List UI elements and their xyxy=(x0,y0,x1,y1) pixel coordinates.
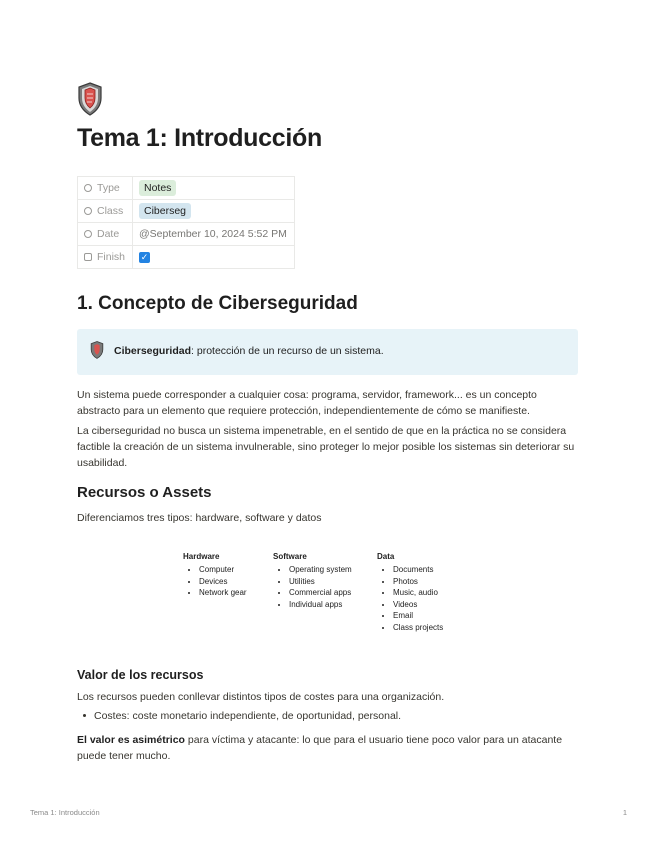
subsection-heading: Valor de los recursos xyxy=(77,668,204,682)
list-item: • Computer xyxy=(199,564,247,576)
shield-icon xyxy=(77,82,103,116)
finish-checkbox[interactable]: ✓ xyxy=(140,252,149,262)
bullet-text: Costes: coste monetario independiente, de oportunidad, personal. xyxy=(94,710,402,722)
class-tag[interactable]: Ciberseg xyxy=(139,203,191,219)
paragraph: Diferenciamos tres tipos: hardware, software y datos xyxy=(77,512,322,524)
property-key: Finish xyxy=(97,251,126,263)
page-title: Tema 1: Introducción xyxy=(77,124,322,152)
list-item: • Network gear xyxy=(199,587,247,599)
paragraph: La ciberseguridad no busca un sistema impenetrable, en el sentido de que en la práctica no se considera factible la creación de un sistema invulnerable, sino proteger lo mejor posible los sistemas sin deteriorar su usabilidad. xyxy=(77,425,575,469)
property-row-date xyxy=(78,223,295,246)
select-icon xyxy=(84,207,92,215)
type-tag[interactable]: Notes xyxy=(139,180,176,196)
section-heading: 1. Concepto de Ciberseguridad xyxy=(77,293,358,314)
bullet-icon xyxy=(83,714,86,717)
page-number: 1 xyxy=(622,808,627,817)
paragraph-text: para víctima y atacante: lo que para el usuario tiene poco valor para un atacante puede tener mucho. xyxy=(77,734,563,762)
column-title: Hardware xyxy=(183,552,220,561)
property-row-class xyxy=(78,200,295,223)
list-item: • Commercial apps xyxy=(289,587,352,599)
paragraph: Los recursos pueden conllevar distintos tipos de costes para una organización. xyxy=(77,691,445,703)
list-item: • Individual apps xyxy=(289,599,352,611)
callout-text xyxy=(114,345,384,357)
property-key: Type xyxy=(97,182,120,194)
shield-icon xyxy=(90,341,104,359)
subsection-heading: Recursos o Assets xyxy=(77,484,212,501)
property-row-finish xyxy=(78,246,295,269)
date-value[interactable]: @September 10, 2024 5:52 PM xyxy=(139,228,287,240)
properties-table xyxy=(77,176,295,269)
clock-icon xyxy=(84,230,92,238)
select-icon xyxy=(84,184,92,192)
property-key: Class xyxy=(97,205,124,217)
list-item: • Photos xyxy=(393,576,443,588)
paragraph: Un sistema puede corresponder a cualquier cosa: programa, servidor, framework... es un concepto abstracto para un elemento que requiere protección, independientemente de cómo se manifieste. xyxy=(77,389,537,417)
software-column xyxy=(273,552,352,610)
assets-image xyxy=(183,552,473,642)
callout xyxy=(77,329,578,375)
hardware-column xyxy=(183,552,247,599)
column-title: Data xyxy=(377,552,395,561)
list-item: • Videos xyxy=(393,599,443,611)
list-item: • Music, audio xyxy=(393,587,443,599)
property-row-type xyxy=(78,177,295,200)
list-item: • Operating system xyxy=(289,564,352,576)
list-item: • Class projects xyxy=(393,622,443,634)
list-item: • Devices xyxy=(199,576,247,588)
property-key: Date xyxy=(97,228,120,240)
callout-body: : protección de un recurso de un sistema. xyxy=(191,345,384,357)
checkbox-icon xyxy=(84,253,92,261)
paragraph xyxy=(77,732,578,764)
bold-text: El valor es asimétrico xyxy=(77,734,185,746)
list-item: • Utilities xyxy=(289,576,352,588)
bullet-item xyxy=(77,710,401,722)
column-title: Software xyxy=(273,552,307,561)
data-column xyxy=(377,552,443,633)
callout-bold: Ciberseguridad xyxy=(114,345,192,357)
footer-title: Tema 1: Introducción xyxy=(30,808,100,817)
list-item: • Email xyxy=(393,610,443,622)
list-item: • Documents xyxy=(393,564,443,576)
